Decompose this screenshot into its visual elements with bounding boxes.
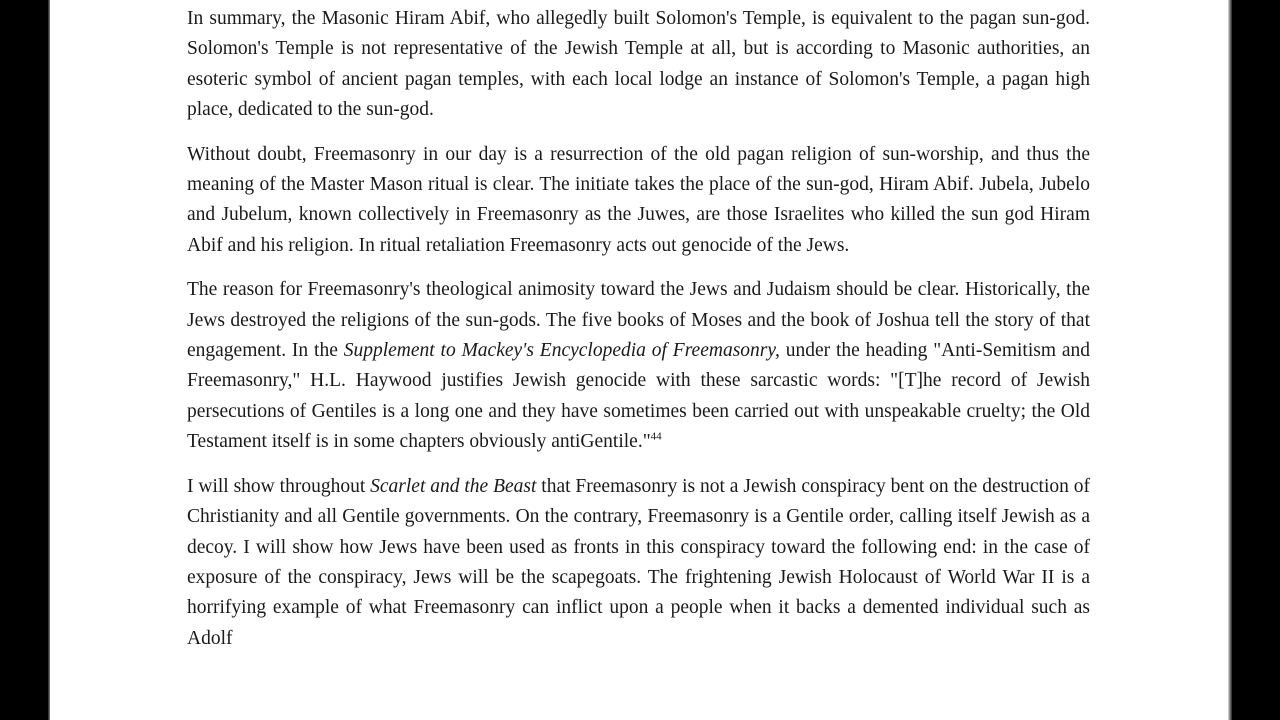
document-body bbox=[187, 4, 1090, 668]
document-page bbox=[50, 0, 1230, 720]
text-run: under the heading "Anti-Semitism and Freemasonry," H.L. Haywood justifies Jewish genocide with these sarcastic words: "[T]he record of Jewish persecutions of Gentiles is a long one and they have sometimes been carried out with unspeakable cruelty; the Old Testament itself is in some chapters obviously antiGentile." bbox=[187, 340, 1091, 453]
text-run: Without doubt, Freemasonry in our day is a resurrection of the old pagan religion of sun-worship, and thus the meaning of the Master Mason ritual is clear. The initiate takes the place of the sun-god, Hiram Abif. Jubela, Jubelo and Jubelum, known collectively in Freemasonry as the Juwes, are those Israelites who killed the sun god Hiram Abif and his religion. In ritual retaliation Freemasonry acts out genocide of the Jews. bbox=[187, 143, 1090, 256]
paragraph-4 bbox=[187, 472, 1090, 654]
paragraph-2 bbox=[187, 140, 1090, 262]
italic-title: Scarlet and the Beast bbox=[370, 475, 537, 497]
text-run: I will show throughout bbox=[187, 475, 371, 497]
text-run: The reason for Freemasonry's theological animosity toward the Jews and Judaism should be clear. Historically, the Jews destroyed the religions of the sun-gods. The five books of Moses and the book of Joshua tell the story of that engagement. In the bbox=[187, 279, 1090, 362]
page-right-edge bbox=[1228, 0, 1232, 720]
paragraph-3 bbox=[187, 275, 1090, 457]
footnote-ref: 44 bbox=[650, 430, 662, 443]
text-run: In summary, the Masonic Hiram Abif, who allegedly built Solomon's Temple, is equivalent to the pagan sun-god. Solomon's Temple is not representative of the Jewish Temple at all, but is according to Masonic authorities, an esoteric symbol of ancient pagan temples, with each local lodge an instance of Solomon's Temple, a pagan high place, dedicated to the sun-god. bbox=[187, 8, 1090, 121]
paragraph-1 bbox=[187, 4, 1090, 126]
italic-title: Supplement to Mackey's Encyclopedia of Freemasonry, bbox=[343, 340, 780, 362]
text-run: that Freemasonry is not a Jewish conspiracy bent on the destruction of Christianity and all Gentile governments. On the contrary, Freemasonry is a Gentile order, calling itself Jewish as a decoy. I will show how Jews have been used as fronts in this conspiracy toward the following end: in the case of exposure of the conspiracy, Jews will be the scapegoats. The frightening Jewish Holocaust of World War II is a horrifying example of what Freemasonry can inflict upon a people when it backs a demented individual such as Adolf bbox=[187, 475, 1090, 649]
